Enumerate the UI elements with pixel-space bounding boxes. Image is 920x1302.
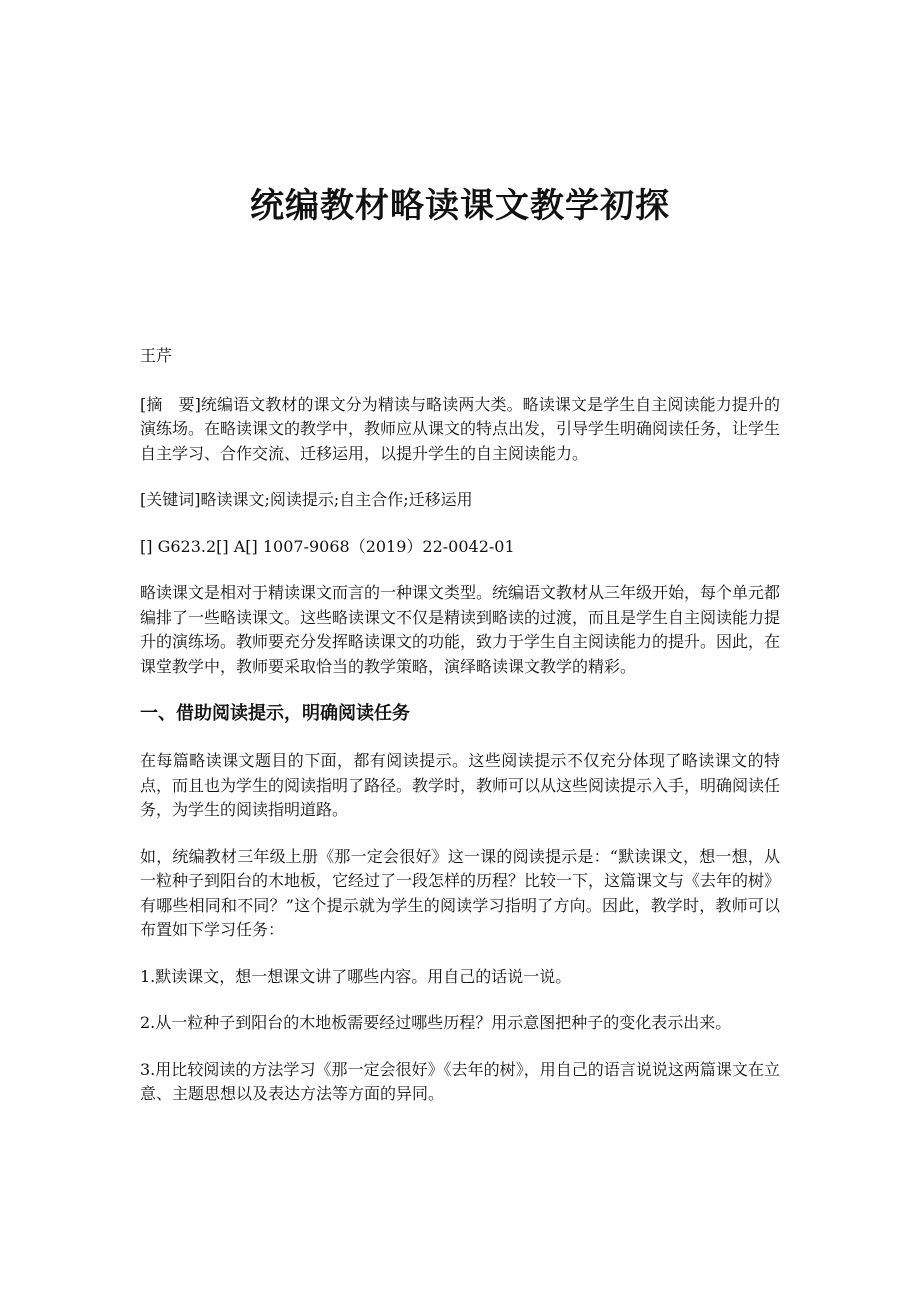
article-title: 统编教材略读课文教学初探 bbox=[250, 186, 670, 226]
section-heading: 一、借助阅读提示，明确阅读任务 bbox=[140, 703, 410, 724]
classification-line: [] G623.2[] A[] 1007-9068（2019）22-0042-01 bbox=[140, 536, 515, 556]
task-item: 1.默读课文，想一想课文讲了哪些内容。用自己的话说一说。 bbox=[140, 966, 572, 986]
article-body bbox=[140, 344, 780, 1129]
keywords-line: [关键词]略读课文;阅读提示;自主合作;迁移运用 bbox=[140, 490, 473, 509]
task-item: 3.用比较阅读的方法学习《那一定会很好》《去年的树》，用自己的语言说说这两篇课文在立意、主题思想以及表达方法等方面的异同。 bbox=[140, 1059, 780, 1103]
author-name: 王芹 bbox=[140, 346, 173, 365]
body-paragraph: 在每篇略读课文题目的下面，都有阅读提示。这些阅读提示不仅充分体现了略读课文的特点，而且也为学生的阅读指明了路径。教学时，教师可以从这些阅读提示入手，明确阅读任务，为学生的阅读指明道路。 bbox=[140, 751, 781, 819]
body-paragraph: 如，统编教材三年级上册《那一定会很好》这一课的阅读提示是：“默读课文，想一想，从一粒种子到阳台的木地板，它经过了一段怎样的历程？比较一下，这篇课文与《去年的树》有哪些相同和不同？”这个提示就为学生的阅读学习指明了方向。因此，教学时，教师可以布置如下学习任务： bbox=[140, 846, 781, 939]
abstract-paragraph: [摘 要]统编语文教材的课文分为精读与略读两大类。略读课文是学生自主阅读能力提升的演练场。在略读课文的教学中，教师应从课文的特点出发，引导学生明确阅读任务，让学生自主学习、合作交流、迁移运用，以提升学生的自主阅读能力。 bbox=[140, 394, 781, 463]
intro-paragraph: 略读课文是相对于精读课文而言的一种课文类型。统编语文教材从三年级开始，每个单元都编排了一些略读课文。这些略读课文不仅是精读到略读的过渡，而且是学生自主阅读能力提升的演练场。教师要充分发挥略读课文的功能，致力于学生自主阅读能力的提升。因此，在课堂教学中，教师要采取恰当的教学策略，演绎略读课文教学的精彩。 bbox=[140, 583, 781, 676]
task-item: 2.从一粒种子到阳台的木地板需要经过哪些历程？用示意图把种子的变化表示出来。 bbox=[140, 1013, 732, 1032]
